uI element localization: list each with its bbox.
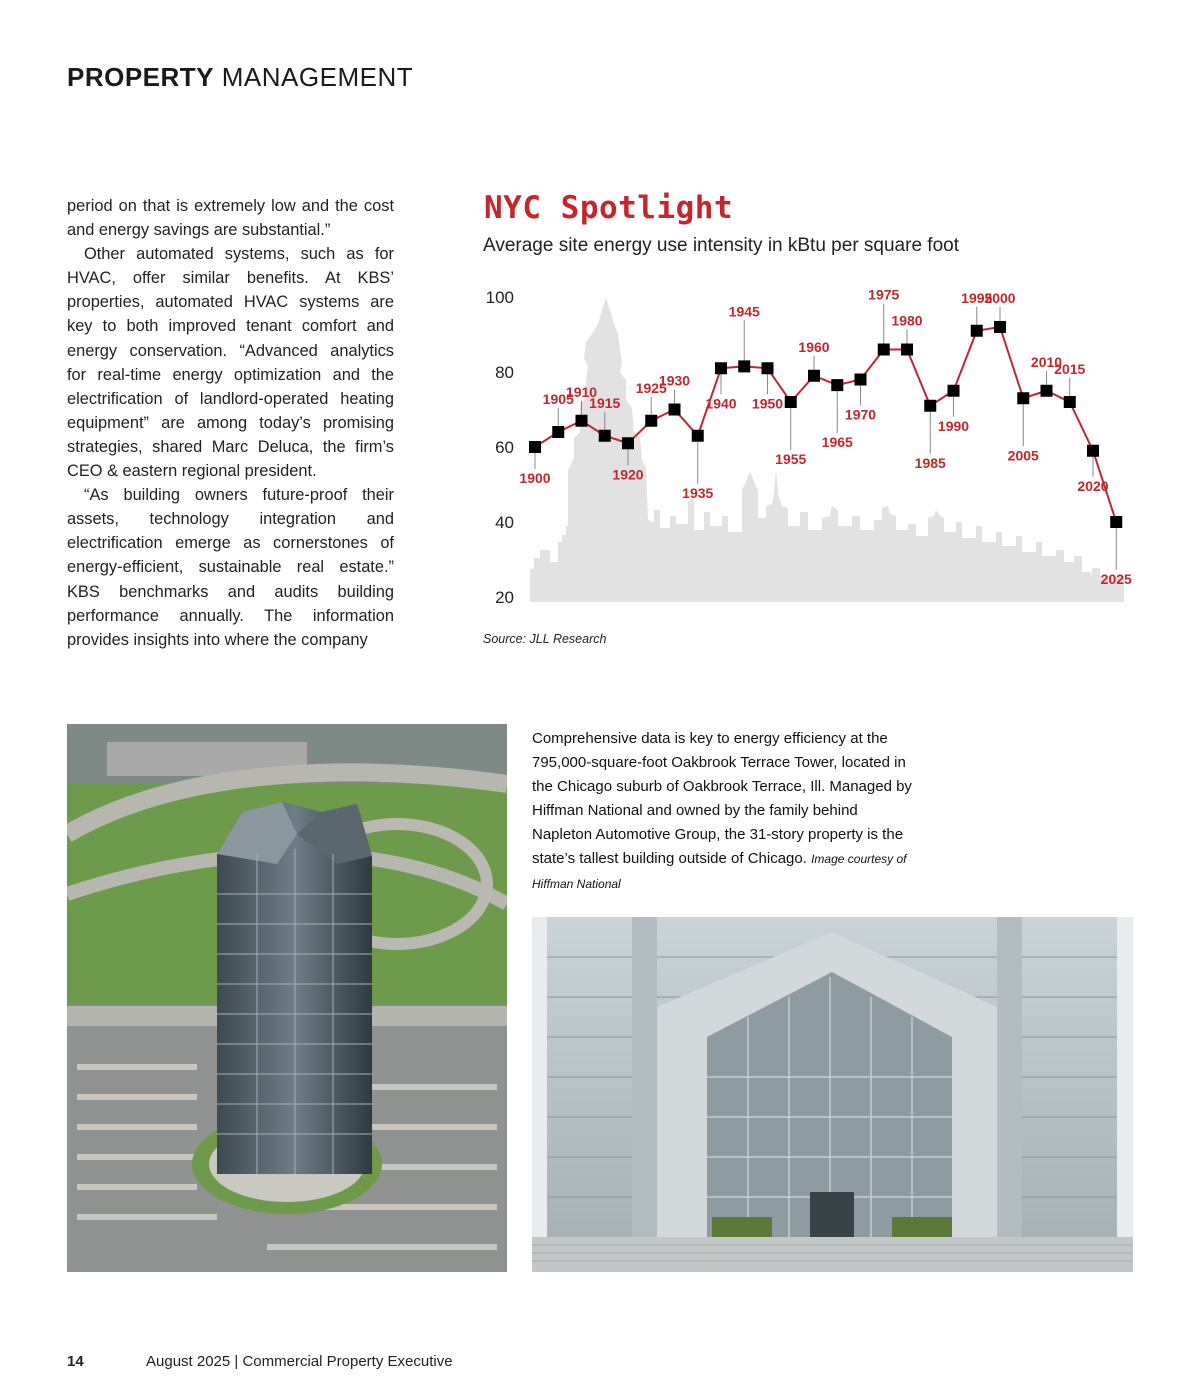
data-point-2025 <box>1110 516 1122 528</box>
photo-caption <box>532 727 912 896</box>
x-label-1905: 1905 <box>542 391 574 407</box>
data-point-1900 <box>529 441 541 453</box>
article-body <box>67 194 394 652</box>
x-label-2025: 2025 <box>1100 571 1132 587</box>
x-label-1955: 1955 <box>775 451 807 467</box>
section-header-light: MANAGEMENT <box>221 62 414 92</box>
article-paragraph: “As building owners future-proof their assets, technology integration and electrification emerge as cornerstones of energy-efficient, sustainable real estate.” KBS benchmarks and audits building performance annually. The information provides insights into where the company <box>67 486 394 649</box>
article-paragraph: period on that is extremely low and the cost and energy savings are substantial.” <box>67 197 394 240</box>
x-label-2005: 2005 <box>1007 447 1039 464</box>
data-point-1920 <box>622 437 634 449</box>
aerial-tower-photo <box>67 724 507 1272</box>
x-label-1925: 1925 <box>635 379 667 396</box>
energy-line-chart <box>470 280 1150 620</box>
x-label-1940: 1940 <box>705 395 737 412</box>
x-label-1915: 1915 <box>589 394 621 411</box>
data-point-2020 <box>1087 445 1099 457</box>
x-label-1965: 1965 <box>821 434 853 451</box>
data-point-1940 <box>715 362 727 374</box>
caption-text: Comprehensive data is key to energy efficiency at the 795,000-square-foot Oakbrook Terrace Tower, located in the Chicago suburb of Oakbrook Terrace, Ill. Managed by Hiffman National and owned by the family behind Napleton Automotive Group, the 31-story property is the state’s tallest building outside of Chicago. <box>532 730 912 868</box>
y-tick-label: 20 <box>495 588 514 607</box>
x-label-1970: 1970 <box>844 406 877 423</box>
y-tick-label: 60 <box>495 438 514 457</box>
data-point-1935 <box>692 430 704 442</box>
data-point-1925 <box>645 415 657 427</box>
x-label-1920: 1920 <box>612 466 644 483</box>
x-label-2015: 2015 <box>1054 361 1086 377</box>
data-point-2005 <box>1017 392 1029 404</box>
data-point-1955 <box>785 396 797 408</box>
data-point-1905 <box>552 426 564 438</box>
data-point-1970 <box>855 374 867 386</box>
data-point-2015 <box>1064 396 1076 408</box>
y-tick-label: 40 <box>495 513 514 532</box>
data-point-1980 <box>901 344 913 356</box>
section-header <box>67 62 413 93</box>
x-label-1930: 1930 <box>658 372 691 389</box>
caption-credit: Image courtesy of Hiffman National <box>532 852 907 891</box>
chart-source: Source: JLL Research <box>483 632 607 646</box>
chart-title: NYC Spotlight <box>484 190 734 226</box>
page-number: 14 <box>67 1353 84 1370</box>
x-label-1995: 1995 <box>961 289 993 306</box>
y-tick-label: 80 <box>495 363 514 382</box>
x-label-1910: 1910 <box>565 383 598 400</box>
x-label-1945: 1945 <box>728 303 760 320</box>
tower-entrance-photo <box>532 917 1133 1272</box>
x-label-1980: 1980 <box>891 312 923 329</box>
x-label-2000: 2000 <box>984 290 1016 306</box>
chart-subtitle: Average site energy use intensity in kBtu per square foot <box>483 235 959 256</box>
x-label-2020: 2020 <box>1077 477 1109 494</box>
section-header-bold: PROPERTY <box>67 62 215 92</box>
x-label-1975: 1975 <box>868 286 900 303</box>
issue-line: August 2025 | Commercial Property Executive <box>146 1353 453 1370</box>
x-label-1900: 1900 <box>519 470 551 486</box>
data-point-1960 <box>808 370 820 382</box>
x-label-1935: 1935 <box>682 484 714 501</box>
data-point-1990 <box>948 385 960 397</box>
data-point-1930 <box>669 404 681 416</box>
x-label-1950: 1950 <box>751 395 784 412</box>
y-tick-label: 100 <box>485 288 514 307</box>
data-point-1995 <box>971 325 983 337</box>
data-point-1915 <box>599 430 611 442</box>
y-axis <box>486 288 514 607</box>
x-label-2010: 2010 <box>1030 353 1063 370</box>
data-point-1985 <box>924 400 936 412</box>
article-paragraph: Other automated systems, such as for HVAC, offer similar benefits. At KBS’ properties, automated HVAC systems are key to both improved tenant comfort and energy conservation. “Advanced analytics for real-time energy optimization and the electrification of landlord-operated heating equipment” are among today’s promising strategies, shared Marc Deluca, the firm’s CEO & eastern regional president. <box>67 245 394 481</box>
x-label-1990: 1990 <box>937 417 970 434</box>
data-point-1950 <box>762 362 774 374</box>
data-point-1945 <box>738 360 750 372</box>
x-label-1985: 1985 <box>914 454 946 471</box>
data-point-1910 <box>576 415 588 427</box>
data-point-1975 <box>878 344 890 356</box>
data-point-2000 <box>994 321 1006 333</box>
data-point-1965 <box>831 379 843 391</box>
data-point-2010 <box>1041 385 1053 397</box>
x-label-1960: 1960 <box>798 338 830 355</box>
